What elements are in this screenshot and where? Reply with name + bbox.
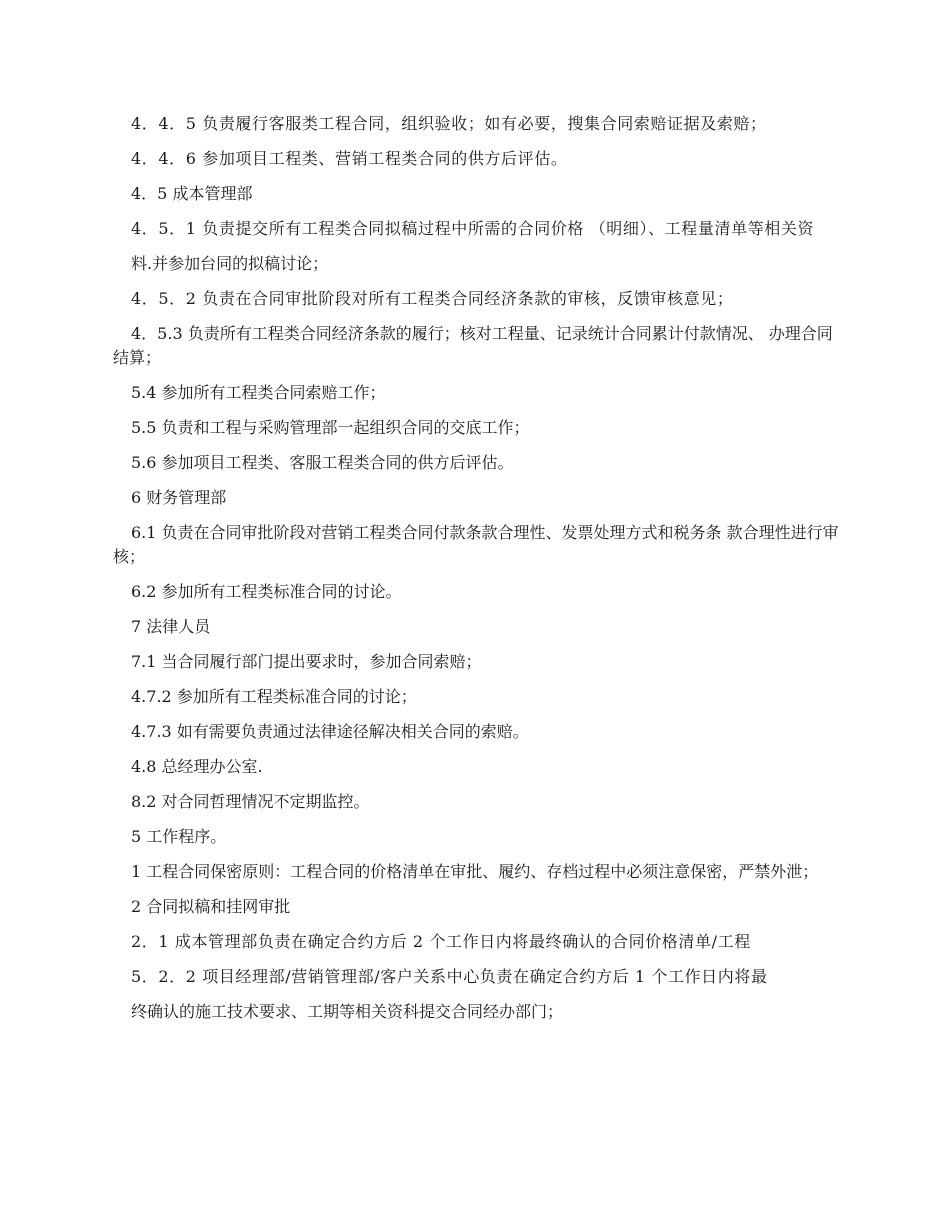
- paragraph: 4．5.3 负责所有工程类合同经济条款的履行；核对工程量、记录统计合同累计付款情况、 办理合同结算；: [113, 324, 833, 367]
- paragraph: 5.4 参加所有工程类合同索赔工作；: [131, 383, 386, 402]
- paragraph: 4.7.2 参加所有工程类标准合同的讨论；: [131, 687, 417, 706]
- paragraph: 4.7.3 如有需要负责通过法律途径解决相关合同的索赔。: [131, 722, 529, 741]
- paragraph: 终确认的施工技术要求、工期等相关资科提交合同经办部门；: [131, 1002, 564, 1021]
- paragraph: 2．1 成本管理部负责在确定合约方后 2 个工作日内将最终确认的合同价格清单/工程: [131, 932, 751, 951]
- paragraph: 5．2．2 项目经理部/营销管理部/客户关系中心负责在确定合约方后 1 个工作日内将最: [131, 967, 768, 986]
- document-body: [113, 112, 843, 1035]
- section-heading: 7 法律人员: [131, 617, 211, 636]
- section-heading: 4.8 总经理办公室.: [131, 757, 263, 776]
- paragraph: 4．5．2 负责在合同审批阶段对所有工程类合同经济条款的审核，反馈审核意见；: [131, 289, 734, 308]
- paragraph: 4．4．6 参加项目工程类、营销工程类合同的供方后评估。: [131, 149, 568, 168]
- paragraph: 5.5 负责和工程与采购管理部一起组织合同的交底工作；: [131, 418, 530, 437]
- paragraph: 5.6 参加项目工程类、客服工程类合同的供方后评估。: [131, 453, 514, 472]
- section-heading: 4．5 成本管理部: [131, 184, 253, 203]
- paragraph: 4．5．1 负责提交所有工程类合同拟稿过程中所需的合同价格 （明细）、工程量清单等相关资: [131, 219, 815, 238]
- section-heading: 5 工作程序。: [131, 827, 227, 846]
- paragraph: 7.1 当合同履行部门提出要求时，参加合同索赔；: [131, 652, 482, 671]
- section-heading: 2 合同拟稿和挂网审批: [131, 897, 291, 916]
- section-heading: 6 财务管理部: [131, 488, 227, 507]
- paragraph: 1 工程合同保密原则：工程合同的价格清单在审批、履约、存档过程中必须注意保密，严禁外泄；: [131, 862, 819, 881]
- paragraph: 4．4．5 负责履行客服类工程合同，组织验收；如有必要，搜集合同索赔证据及索赔；: [131, 114, 767, 133]
- paragraph: 料.并参加台同的拟稿讨论；: [131, 254, 329, 273]
- paragraph: 6.2 参加所有工程类标准合同的讨论。: [131, 582, 402, 601]
- paragraph: 6.1 负责在合同审批阶段对营销工程类合同付款条款合理性、发票处理方式和税务条 款合理性进行审核；: [113, 523, 839, 566]
- paragraph: 8.2 对合同哲理情况不定期监控。: [131, 792, 370, 811]
